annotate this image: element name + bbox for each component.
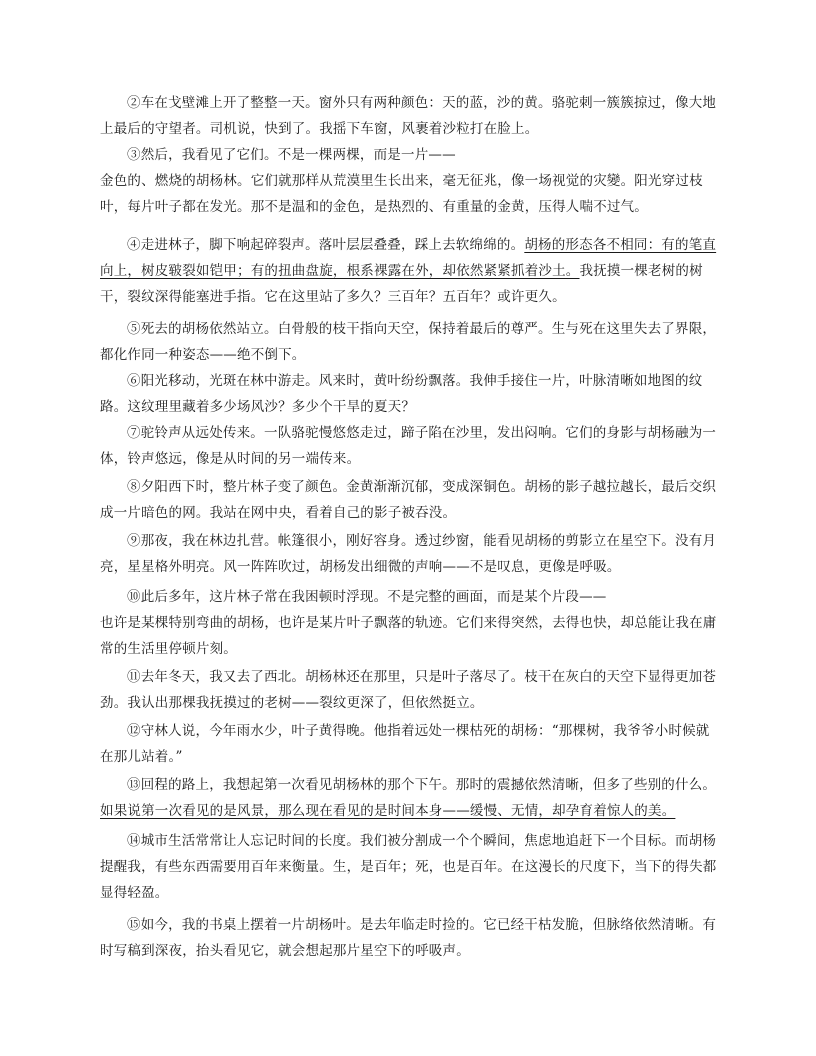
underlined-sentence-1: 胡杨的形态各不相同：有的笔直向上，树皮皲裂如铠甲；有的扭曲盘旋，根系裸露在外，却依然紧紧抓着沙土。 [100, 237, 717, 279]
paragraph-6: ⑥阳光移动，光斑在林中游走。风来时，黄叶纷纷飘落。我伸手接住一片，叶脉清晰如地图的纹路。这纹理里藏着多少场风沙？多少个干旱的夏天？ [100, 373, 703, 415]
underlined-sentence-2: 如果说第一次看见的是风景，那么现在看见的是时间本身——缓慢、无情，却孕育着惊人的美。 [100, 803, 676, 819]
paragraph-10-continued: 也许是某棵特别弯曲的胡杨，也许是某片叶子飘落的轨迹。它们来得突然，去得也快，却总能让我在庸常的生活里停顿片刻。 [100, 615, 717, 657]
paragraph-4-text-b: 我抚摸一棵老树的树干，裂纹深得能塞进手指。它在这里站了多久？三百年？五百年？或许更久。 [100, 263, 703, 305]
paragraph-15: ⑮如今，我的书桌上摆着一片胡杨叶。是去年临走时捡的。它已经干枯发脆，但脉络依然清晰。有时写稿到深夜，抬头看见它，就会想起那片星空下的呼吸声。 [100, 917, 717, 959]
paragraph-2: ②车在戈壁滩上开了整整一天。窗外只有两种颜色：天的蓝，沙的黄。骆驼刺一簇簇掠过，像大地上最后的守望者。司机说，快到了。我摇下车窗，风裹着沙粒打在脸上。 [100, 95, 717, 137]
paragraph-3: ③然后，我看见了它们。不是一棵两棵，而是一片—— [127, 147, 456, 163]
paragraph-11: ⑪去年冬天，我又去了西北。胡杨林还在那里，只是叶子落尽了。枝干在灰白的天空下显得更加苍劲。我认出那棵我抚摸过的老树——裂纹更深了，但依然挺立。 [100, 669, 717, 711]
paragraph-4-text-a: ④走进林子，脚下响起碎裂声。落叶层层叠叠，踩上去软绵绵的。 [127, 237, 525, 253]
paragraph-8: ⑧夕阳西下时，整片林子变了颜色。金黄渐渐沉郁，变成深铜色。胡杨的影子越拉越长，最后交织成一片暗色的网。我站在网中央，看着自己的影子被吞没。 [100, 479, 717, 521]
paragraph-12: ⑫守林人说，今年雨水少，叶子黄得晚。他指着远处一棵枯死的胡杨：“那棵树，我爷爷小时候就在那儿站着。” [100, 723, 710, 765]
paragraph-3-continued: 金色的、燃烧的胡杨林。它们就那样从荒漠里生长出来，毫无征兆，像一场视觉的灾變。阳光穿过枝叶，每片叶子都在发光。那不是温和的金色，是热烈的、有重量的金黄，压得人喘不过气。 [100, 173, 703, 215]
paragraph-4 [100, 232, 720, 310]
paragraph-13-text-a: ⑬回程的路上，我想起第一次看见胡杨林的那个下午。那时的震撼依然清晰，但多了些别的什么。 [127, 777, 717, 793]
paragraph-5: ⑤死去的胡杨依然站立。白骨般的枝干指向天空，保持着最后的尊严。生与死在这里失去了界限，都化作同一种姿态——绝不倒下。 [100, 321, 717, 363]
paragraph-14: ⑭城市生活常常让人忘记时间的长度。我们被分割成一个个瞬间，焦虑地追赶下一个目标。而胡杨提醒我，有些东西需要用百年来衡量。生，是百年；死，也是百年。在这漫长的尺度下，当下的得失都显得轻盈。 [100, 833, 717, 901]
paragraph-10: ⑩此后多年，这片林子常在我困顿时浮现。不是完整的画面，而是某个片段—— [127, 589, 607, 605]
paragraph-13 [100, 772, 720, 824]
paragraph-9: ⑨那夜，我在林边扎营。帐篷很小，刚好容身。透过纱窗，能看见胡杨的剪影立在星空下。没有月亮，星星格外明亮。风一阵阵吹过，胡杨发出细微的声响——不是叹息，更像是呼吸。 [100, 533, 717, 575]
paragraph-7: ⑦驼铃声从远处传来。一队骆驼慢悠悠走过，蹄子陷在沙里，发出闷响。它们的身影与胡杨融为一体，铃声悠远，像是从时间的另一端传来。 [100, 425, 717, 467]
